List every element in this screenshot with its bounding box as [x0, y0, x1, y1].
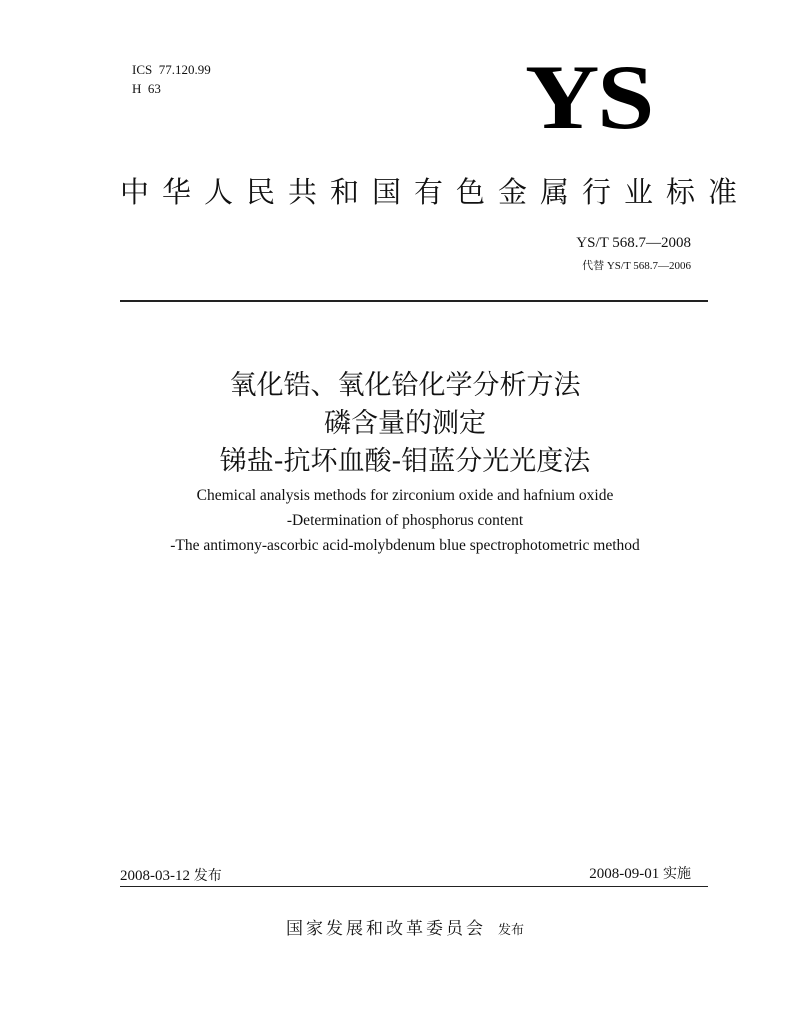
title-en-line-2: -Determination of phosphorus content — [286, 512, 524, 529]
implementation-date-label: 实施 — [663, 866, 691, 882]
classification-codes — [132, 60, 211, 98]
title-zh-line-2: 磷含量的测定 — [324, 408, 486, 439]
ccs-code: H 63 — [132, 81, 161, 96]
title-en — [0, 483, 791, 558]
issue-date — [120, 865, 222, 885]
title-en-line-1: Chemical analysis methods for zirconium oxide and hafnium oxide — [196, 487, 614, 504]
publisher — [0, 914, 791, 939]
top-divider — [120, 300, 708, 302]
standard-number: YS/T 568.7—2008 — [576, 235, 691, 251]
document-title — [0, 367, 791, 558]
title-en-line-3: -The antimony-ascorbic acid-molybdenum blue spectrophotometric method — [170, 537, 640, 554]
ics-code: ICS 77.120.99 — [132, 62, 211, 77]
publisher-name: 国家发展和改革委员会 — [285, 919, 486, 939]
implementation-date — [589, 863, 691, 883]
title-zh-line-1: 氧化锆、氧化铪化学分析方法 — [229, 370, 581, 401]
implementation-date-value: 2008-09-01 — [589, 866, 660, 882]
title-zh-line-3: 锑盐-抗坏血酸-钼蓝分光光度法 — [219, 446, 591, 477]
issue-date-value: 2008-03-12 — [120, 868, 190, 884]
publisher-action: 发布 — [497, 923, 524, 938]
ys-logo: YS — [525, 46, 653, 148]
replaces-standard: 代替 YS/T 568.7—2006 — [582, 260, 691, 272]
industry-standard-title: 中华人民共和国有色金属行业标准 — [120, 175, 751, 209]
issue-date-label: 发布 — [193, 868, 222, 884]
bottom-divider — [120, 886, 708, 887]
